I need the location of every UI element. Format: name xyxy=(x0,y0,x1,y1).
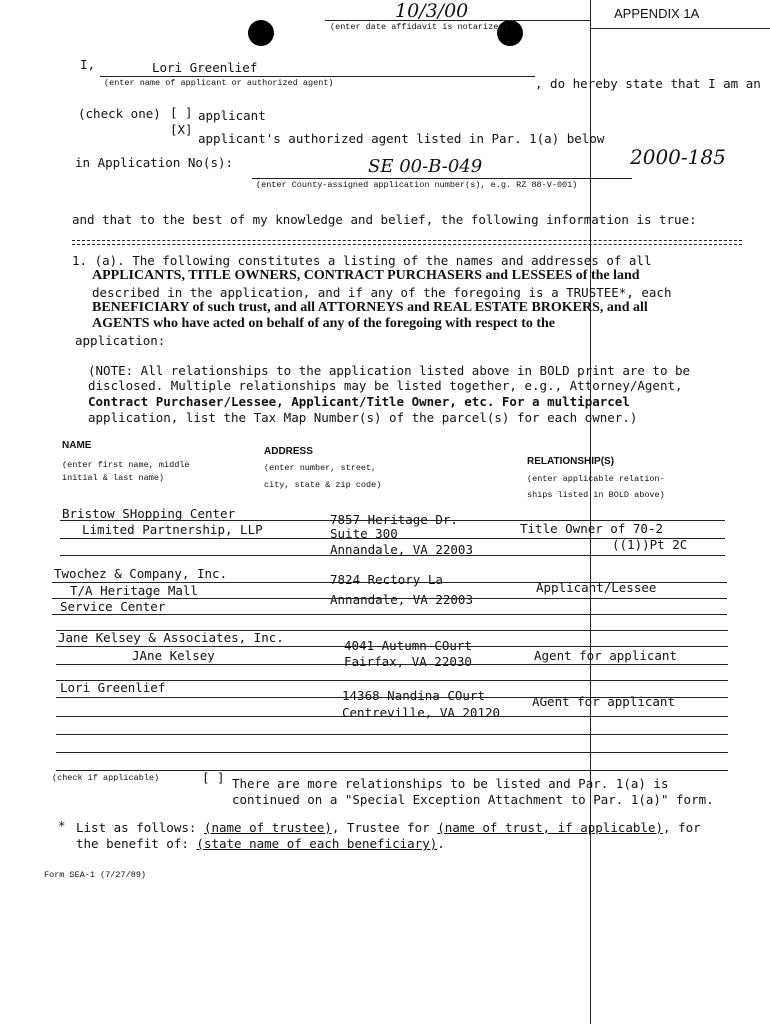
note-line3: Contract Purchaser/Lessee, Applicant/Title Owner, etc. For a multiparcel xyxy=(88,394,630,409)
relationship-column-header: RELATIONSHIP(S) xyxy=(527,456,615,467)
date-line xyxy=(325,20,590,21)
name-column-header: NAME xyxy=(62,440,92,451)
name-column-hint2: initial & last name) xyxy=(62,473,165,483)
address-column-hint2: city, state & zip code) xyxy=(264,480,382,490)
entry-name-line3: Service Center xyxy=(60,599,166,614)
entry-relationship-line1: Applicant/Lessee xyxy=(536,580,657,595)
statement-text: , do hereby state that I am an xyxy=(535,76,761,91)
intro-prefix: I, xyxy=(80,57,96,72)
entry-name-line2: Limited Partnership, LLP xyxy=(82,522,263,537)
footnote-text: List as follows: xyxy=(76,820,204,835)
date-hint: (enter date affidavit is notarized) xyxy=(330,22,509,32)
agent-option-label: applicant's authorized agent listed in Par. 1(a) below xyxy=(198,131,605,146)
entry-address-line2: Fairfax, VA 22030 xyxy=(344,654,472,669)
footnote-text: . xyxy=(437,836,445,851)
entry-address-line2: Annandale, VA 22003 xyxy=(330,592,473,607)
entry-relationship-line1: Agent for applicant xyxy=(534,648,677,663)
section-1a-line1: 1. (a). The following constitutes a listing of the names and addresses of all xyxy=(72,253,652,268)
relationship-column-hint1: (enter applicable relation- xyxy=(527,474,665,484)
appendix-label: APPENDIX 1A xyxy=(614,6,700,21)
entry-name-line1: Lori Greenlief xyxy=(60,680,166,695)
more-relationships-checkbox[interactable]: [ ] xyxy=(202,770,225,785)
footnote-trust: (name of trust, if applicable) xyxy=(437,820,664,835)
separator-rule-top xyxy=(72,240,742,241)
address-column-header: ADDRESS xyxy=(264,446,313,457)
footnote-beneficiary: (state name of each beneficiary) xyxy=(196,836,438,851)
entry-address-line1: 4041 Autumn COurt xyxy=(344,638,472,653)
applicant-option-label: applicant xyxy=(198,108,266,123)
table-rule xyxy=(60,538,725,539)
application-no-hint: (enter County-assigned application number(s), e.g. RZ 88-V-001) xyxy=(256,180,578,190)
table-rule xyxy=(60,520,725,521)
applicant-checkbox[interactable]: [ ] xyxy=(170,105,193,120)
footnote-text: the benefit of: xyxy=(76,836,197,851)
table-rule xyxy=(56,664,728,665)
more-relationships-line2: continued on a "Special Exception Attachment to Par. 1(a)" form. xyxy=(232,792,714,807)
appendix-box-border xyxy=(590,0,591,1024)
footnote-text: , for xyxy=(663,820,701,835)
table-rule xyxy=(60,555,725,556)
entry-address-line3: Annandale, VA 22003 xyxy=(330,542,473,557)
entry-address-line1: 14368 Nandina COurt xyxy=(342,688,485,703)
table-rule xyxy=(56,646,728,647)
form-id: Form SEA-1 (7/27/89) xyxy=(44,870,147,880)
application-no-value: SE 00-B-049 xyxy=(368,156,483,177)
section-1a-line3: described in the application, and if any of the foregoing is a TRUSTEE*, each xyxy=(92,285,672,300)
check-if-applicable-label: (check if applicable) xyxy=(52,773,160,783)
knowledge-statement: and that to the best of my knowledge and belief, the following information is true: xyxy=(72,212,697,227)
entry-address-line1: 7824 Rectory La xyxy=(330,572,443,587)
date-value: 10/3/00 xyxy=(395,0,469,22)
separator-rule-bottom xyxy=(72,244,742,245)
entry-name-line2: T/A Heritage Mall xyxy=(70,583,198,598)
table-rule xyxy=(52,582,727,583)
check-one-label: (check one) xyxy=(78,106,161,121)
entry-name-line1: Jane Kelsey & Associates, Inc. xyxy=(58,630,284,645)
application-no-label: in Application No(s): xyxy=(75,155,234,170)
relationship-column-hint2: ships listed in BOLD above) xyxy=(527,490,665,500)
section-1a-line6: application: xyxy=(75,333,166,348)
agent-checkbox[interactable]: [X] xyxy=(170,122,193,137)
name-column-hint1: (enter first name, middle xyxy=(62,460,190,470)
entry-address-line2: Suite 300 xyxy=(330,526,398,541)
section-1a-line5: AGENTS who have acted on behalf of any of the foregoing with respect to the xyxy=(92,316,556,331)
note-line1: (NOTE: All relationships to the application listed above in BOLD print are to be xyxy=(88,363,691,378)
applicant-name: Lori Greenlief xyxy=(152,60,258,75)
footnote-text: , Trustee for xyxy=(331,820,438,835)
name-hint: (enter name of applicant or authorized agent) xyxy=(104,78,334,88)
table-rule xyxy=(56,630,728,631)
table-rule xyxy=(56,752,728,753)
more-relationships-line1: There are more relationships to be listed and Par. 1(a) is xyxy=(232,776,669,791)
entry-name-line1: Twochez & Company, Inc. xyxy=(54,566,228,581)
entry-address-line1: 7857 Heritage Dr. xyxy=(330,512,458,527)
table-rule xyxy=(56,716,728,717)
table-rule xyxy=(52,614,727,615)
entry-name-line2: JAne Kelsey xyxy=(132,648,215,663)
address-column-hint1: (enter number, street, xyxy=(264,463,377,473)
table-rule xyxy=(56,697,728,698)
table-rule xyxy=(56,770,728,771)
entry-relationship-line1: AGent for applicant xyxy=(532,694,675,709)
appendix-box-line xyxy=(590,28,770,29)
note-line2: disclosed. Multiple relationships may be listed together, e.g., Attorney/Agent, xyxy=(88,378,683,393)
footnote-line2 xyxy=(76,836,445,851)
name-line xyxy=(100,76,535,77)
section-1a-line4: BENEFICIARY of such trust, and all ATTORNEYS and REAL ESTATE BROKERS, and all xyxy=(92,300,648,315)
footnote-line1 xyxy=(76,820,701,835)
punch-hole-left xyxy=(248,20,274,46)
section-1a-line2: APPLICANTS, TITLE OWNERS, CONTRACT PURCHASERS and LESSEES of the land xyxy=(92,268,640,283)
entry-relationship-line2: ((1))Pt 2C xyxy=(612,537,688,552)
entry-address-line2: Centreville, VA 20120 xyxy=(342,705,501,720)
entry-relationship-line1: Title Owner of 70-2 xyxy=(520,521,663,536)
table-rule xyxy=(56,680,728,681)
entry-name-line1: Bristow SHopping Center xyxy=(62,506,236,521)
table-rule xyxy=(52,598,727,599)
note-line4: application, list the Tax Map Number(s) of the parcel(s) for each owner.) xyxy=(88,410,638,425)
application-no-line xyxy=(252,178,632,179)
footnote-star: * xyxy=(58,818,66,833)
footnote-trustee: (name of trustee) xyxy=(203,820,332,835)
handwritten-number: 2000-185 xyxy=(630,145,726,169)
table-rule xyxy=(56,734,728,735)
